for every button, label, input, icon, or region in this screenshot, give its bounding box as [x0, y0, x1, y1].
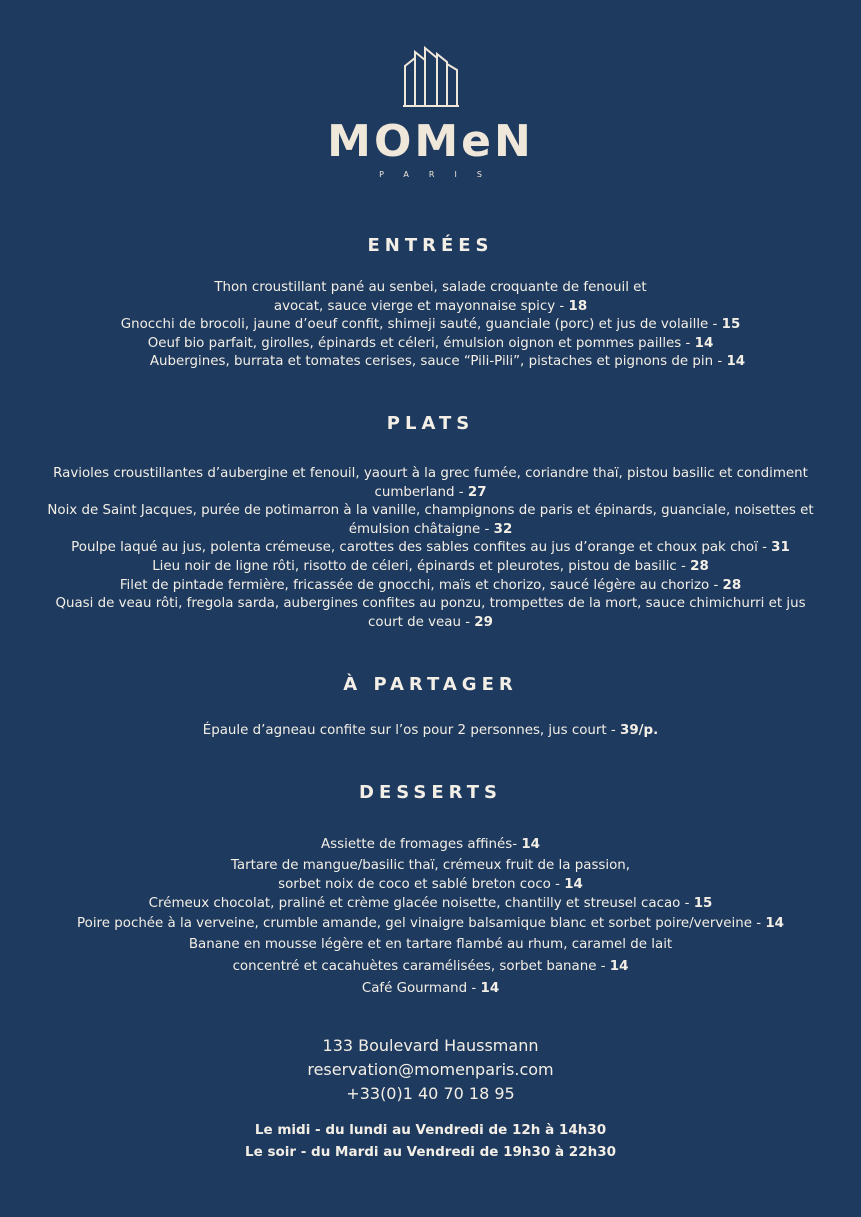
section-title-plats: PLATS [386, 413, 475, 434]
opening-hours [0, 1119, 861, 1163]
brand-logo [0, 44, 861, 179]
menu-line: Filet de pintade fermière, fricassée de gnocchi, maïs et chorizo, saucé légère au chorizo - 28 [119, 577, 742, 593]
address-text: 133 Boulevard Haussmann [322, 1036, 539, 1055]
menu-line: Quasi de veau rôti, fregola sarda, aubergines confites au ponzu, trompettes de la mort, sauce chimichurri et jus [55, 596, 806, 612]
menu-line: Café Gourmand - 14 [361, 981, 500, 996]
menu-line: Thon croustillant pané au senbei, salade croquante de fenouil et [214, 280, 647, 295]
menu-line: Banane en mousse légère et en tartare flambé au rhum, caramel de lait [188, 936, 673, 952]
menu-section-partager [0, 722, 861, 741]
menu-line: Assiette de fromages affinés- 14 [321, 837, 540, 852]
menu-line: Poulpe laqué au jus, polenta crémeuse, carottes des sables confites au jus d’orange et choux pak choï - 31 [71, 540, 790, 556]
building-logo-icon [401, 44, 461, 108]
menu-section-plats [0, 465, 861, 632]
menu-line: sorbet noix de coco et sablé breton coco - 14 [278, 876, 583, 892]
menu-line: Oeuf bio parfait, girolles, épinards et céleri, émulsion oignon et pommes pailles - 14 [147, 335, 714, 351]
menu-line: Ravioles croustillantes d’aubergine et fenouil, yaourt à la grec fumée, coriandre thaï, pistou basilic et condiment [53, 466, 808, 481]
menu-line: Aubergines, burrata et tomates cerises, sauce “Pili-Pili”, pistaches et pignons de pin - 14 [149, 354, 746, 370]
email-link[interactable]: reservation@momenparis.com [307, 1060, 554, 1079]
menu-line: Gnocchi de brocoli, jaune d’oeuf confit, shimeji sauté, guanciale (porc) et jus de volaille - 15 [120, 317, 741, 333]
menu-line: Épaule d’agneau confite sur l’os pour 2 personnes, jus court - 39/p. [202, 723, 659, 738]
menu-line: Crémeux chocolat, praliné et crème glacée noisette, chantilly et streusel cacao - 15 [148, 895, 713, 911]
menu-line: cumberland - 27 [374, 484, 487, 500]
menu-line: Lieu noir de ligne rôti, risotto de céleri, épinards et pleurotes, pistou de basilic - 28 [152, 558, 709, 574]
brand-name: MOMeN [327, 116, 534, 167]
menu-section-desserts [0, 835, 861, 999]
phone-link[interactable]: +33(0)1 40 70 18 95 [346, 1084, 515, 1103]
hours-soir: Le soir - du Mardi au Vendredi de 19h30 à 22h30 [245, 1144, 616, 1160]
menu-section-entrees [0, 279, 861, 372]
brand-city: PARIS [379, 170, 502, 179]
section-title-partager: À PARTAGER [343, 674, 518, 695]
menu-line: Poire pochée à la verveine, crumble amande, gel vinaigre balsamique blanc et sorbet poire/verveine - 14 [77, 916, 784, 931]
menu-line: émulsion châtaigne - 32 [348, 521, 513, 537]
menu-line: Tartare de mangue/basilic thaï, crémeux fruit de la passion, [230, 857, 631, 873]
section-title-entrees: ENTRÉES [367, 235, 494, 256]
hours-midi: Le midi - du lundi au Vendredi de 12h à 14h30 [254, 1122, 607, 1138]
contact-block [0, 1034, 861, 1106]
menu-line: court de veau - 29 [368, 614, 493, 630]
menu-line: avocat, sauce vierge et mayonnaise spicy - 18 [273, 298, 588, 314]
menu-line: concentré et cacahuètes caramélisées, sorbet banane - 14 [232, 959, 629, 974]
section-title-desserts: DESSERTS [359, 782, 502, 803]
menu-line: Noix de Saint Jacques, purée de potimarron à la vanille, champignons de paris et épinards, guanciale, noisettes et [47, 503, 814, 519]
